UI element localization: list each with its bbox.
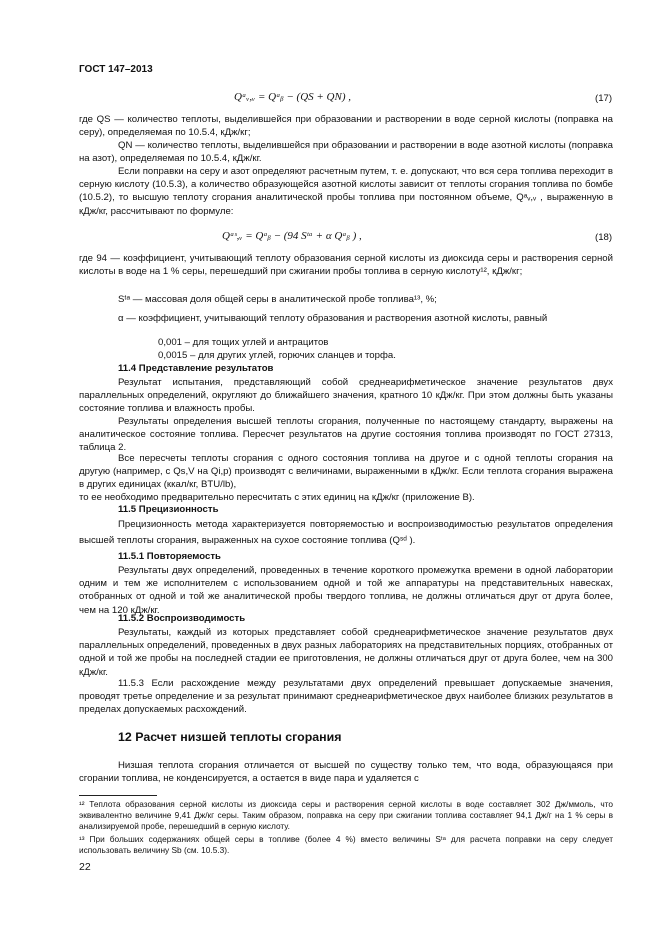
para-11-5-1: Результаты двух определений, проведенных в течение короткого промежутка времени в одной лаборатории одним и тем же исполнителем с использованием одной и той же аппаратуры на представительных навесках, отобранных от одной и той же аналитической пробы твердого топлива, не должны отличаться друг от друга более, чем на 120 кДж/кг.: [79, 565, 613, 616]
equation-18-number: (18): [595, 232, 613, 243]
heading-11-4: 11.4 Представление результатов: [118, 363, 274, 374]
footnote-separator: [79, 795, 157, 796]
heading-11-5-2: 11.5.2 Воспроизводимость: [118, 613, 246, 624]
calc-paragraph: Если поправки на серу и азот определяют расчетным путем, т. е. допускают, что вся сера топлива переходит в серную кислоту (10.5.3), а количество образующейся азотной кислоты зависит от теплоты сгорания топлива по бомбе (10.5.2), то высшую теплоту сгорания аналитической пробы топлива при постоянном объеме, Qᵃᵥ,ᵥ , выраженную в кДж/кг, рассчитывают по формуле:: [79, 166, 613, 217]
para-12: Низшая теплота сгорания отличается от высшей по существу только тем, что вода, образующаяся при сгорании топлива, не конденсируется, а остается в виде пара и удаляется с: [79, 760, 613, 785]
heading-12: 12 Расчет низшей теплоты сгорания: [118, 730, 342, 744]
document-code: ГОСТ 147–2013: [79, 64, 153, 75]
footnote-12: ¹² Теплота образования серной кислоты из диоксида серы и растворения серной кислоты в воде составляет 302 Дж/ммоль, что эквивалентно величине 9,41 Дж/кг серы. Таким образом, поправка на серу при сжигании топлива составляет 94,1 Дж/г на 1 % серы в анализируемой пробе, перешедший в серную кислоту.: [79, 799, 613, 831]
para-11-5-2: Результаты, каждый из которых представляет собой среднеарифметическое значение результатов двух параллельных определений, проведенных в двух разных лабораториях на представительных порциях, отобранных от одной и той же пробы на последней стадии ее приготовления, не должны отличаться друг от друга более, чем на 300 кДж/кг.: [79, 627, 613, 678]
para-11-5-3: 11.5.3 Если расхождение между результатами двух определений превышает допускаемые значения, проводят третье определение и за результат принимают среднеарифметическое двух наиболее близких результатов в пределах допускаемых расхождений.: [79, 678, 613, 716]
alpha-value-1: 0,001 – для тощих углей и антрацитов: [158, 337, 329, 348]
para-11-4-a: Результат испытания, представляющий собой среднеарифметическое значение результатов двух параллельных определений, округляют до ближайшего значения, кратного 10 кДж/кг. При этом должны быть указаны состояние топлива и влажность пробы.: [79, 377, 613, 415]
equation-17: Qᵃᵥ,ᵥ = Qᵃᵦ − (QS + QN) ,: [234, 91, 352, 103]
para-11-4-c: Все пересчеты теплоты сгорания с одного состояния топлива на другое и с одной теплоты сгорания на другую (например, с Qs,V на Qi,p) производят с величинами, выраженными в кДж/кг. Если теплота сгорания выражена в других единицах (ккал/кг, BTU/lb),: [79, 453, 613, 491]
para-11-4-d: то ее необходимо предварительно пересчитать с этих единиц на кДж/кг (приложение В).: [79, 492, 475, 503]
equation-18: Qᵃˢ,ᵥ = Qᵃᵦ − (94 Sᵗᵃ + α Qᵃᵦ ) ,: [222, 230, 362, 242]
heading-11-5-1: 11.5.1 Повторяемость: [118, 551, 221, 562]
qs-definition: где QS — количество теплоты, выделившейся при образовании и растворении в воде серной кислоты (поправка на серу), определяемая по 10.5.4, кДж/кг;: [79, 114, 613, 139]
para-11-5: Прецизионность метода характеризуется повторяемостью и воспроизводимостью результатов определения высшей теплоты сгорания, выраженных на сухое состояние топлива (Qˢᵈ ).: [79, 519, 613, 546]
sulfur-definition: Sᵗᵃ — массовая доля общей серы в аналитической пробе топлива¹³, %;: [118, 294, 437, 305]
heading-11-5: 11.5 Прецизионность: [118, 504, 219, 515]
page-number: 22: [79, 861, 91, 873]
alpha-definition: α — коэффициент, учитывающий теплоту образования и растворения азотной кислоты, равный: [118, 313, 548, 324]
alpha-value-2: 0,0015 – для других углей, горючих сланцев и торфа.: [158, 350, 396, 361]
footnote-13: ¹³ При больших содержаниях общей серы в топливе (более 4 %) вместо величины Sᵗᵃ для расчета поправки на серу следует использовать величину Sb (см. 10.5.3).: [79, 834, 613, 855]
equation-17-number: (17): [595, 93, 613, 104]
qn-definition: QN — количество теплоты, выделившейся при образовании и растворении в воде азотной кислоты (поправка на азот), определяемая по 10.5.4, кДж/кг.: [79, 140, 613, 165]
coef-94-definition: где 94 — коэффициент, учитывающий теплоту образования серной кислоты из диоксида серы и растворения серной кислоты в воде на 1 % серы, перешедший при сжигании пробы топлива в серную кислоту¹², кДж/кг;: [79, 253, 613, 278]
para-11-4-b: Результаты определения высшей теплоты сгорания, полученные по настоящему стандарту, выражены на аналитическое состояние топлива. Пересчет результатов на другие состояния топлива производят по ГОСТ 27313, таблица 2.: [79, 416, 613, 454]
